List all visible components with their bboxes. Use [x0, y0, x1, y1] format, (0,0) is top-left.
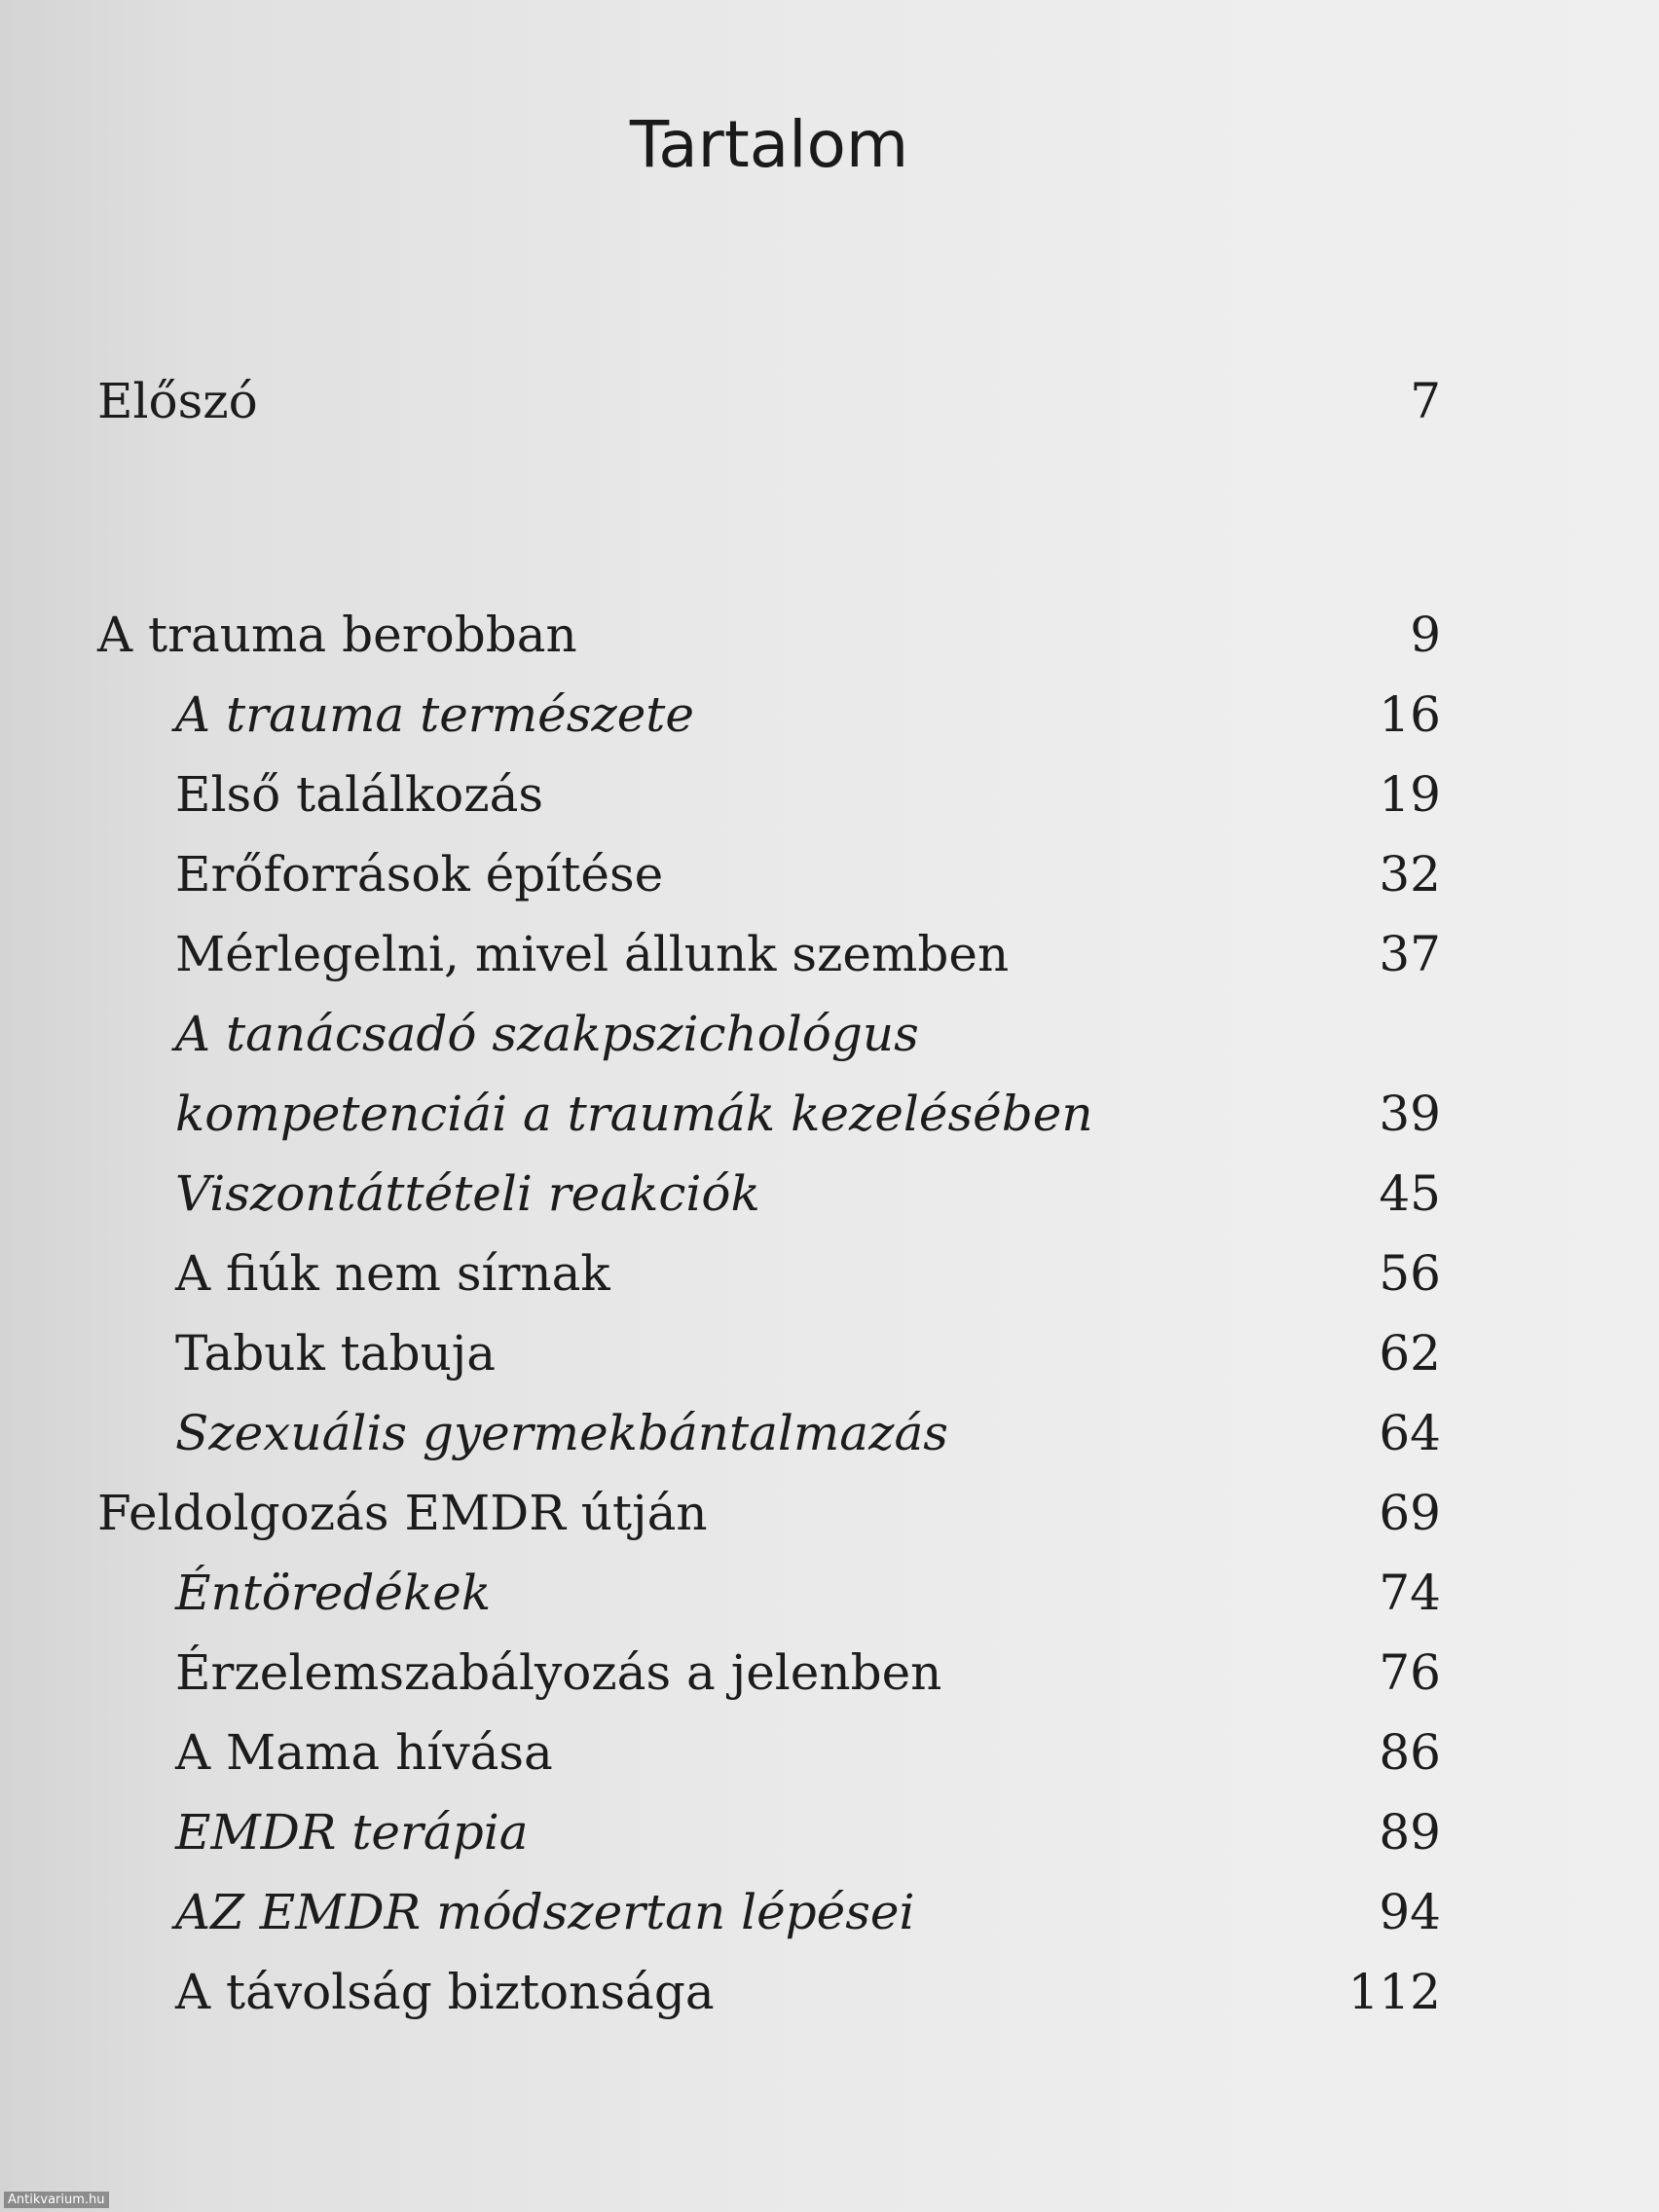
- toc-entry-page-number: 74: [1379, 1565, 1441, 1621]
- toc-entry-page-number: 39: [1379, 1086, 1441, 1142]
- toc-entry-page-number: 37: [1379, 926, 1441, 982]
- toc-entry: [0, 1793, 1441, 1871]
- toc-entry: [0, 1235, 1441, 1312]
- toc-entry-title: Mérlegelni, mivel állunk szemben: [175, 926, 1010, 982]
- toc-entry: [0, 1554, 1441, 1632]
- toc-entry-title: kompetenciái a traumák kezelésében: [175, 1086, 1093, 1142]
- toc-entry-title: A fiúk nem sírnak: [175, 1245, 610, 1302]
- toc-entry-title: Feldolgozás EMDR útján: [97, 1485, 708, 1541]
- toc-entry-page-number: 7: [1410, 373, 1441, 429]
- toc-entry: [0, 596, 1441, 674]
- toc-entry-page-number: 89: [1379, 1804, 1441, 1861]
- toc-entry-page-number: 19: [1379, 766, 1441, 823]
- toc-entry: [0, 362, 1441, 440]
- toc-entry: [0, 835, 1441, 913]
- toc-entry-page-number: 32: [1379, 846, 1441, 903]
- toc-entry: [0, 676, 1441, 754]
- toc-entry-page-number: 45: [1379, 1165, 1441, 1222]
- toc-entry-title: A Mama hívása: [175, 1724, 553, 1781]
- toc-entry-page-number: 76: [1379, 1644, 1441, 1701]
- toc-entry: [0, 756, 1441, 833]
- toc-entry-title: Szexuális gyermekbántalmazás: [175, 1405, 948, 1461]
- toc-entry-title: Éntöredékek: [175, 1565, 492, 1621]
- page-title: Tartalom: [629, 107, 909, 182]
- toc-entry-page-number: 94: [1379, 1884, 1441, 1940]
- toc-entry: [0, 1634, 1441, 1712]
- toc-entry-title: Első találkozás: [175, 766, 544, 823]
- toc-entry: [0, 1394, 1441, 1472]
- toc-entry-page-number: 9: [1410, 607, 1441, 663]
- toc-entry-title: A távolság biztonsága: [175, 1964, 715, 2020]
- toc-entry-page-number: 64: [1379, 1405, 1441, 1461]
- watermark: Antikvarium.hu: [4, 2192, 109, 2208]
- toc-entry: [0, 1953, 1441, 2031]
- toc-entry: [0, 1075, 1441, 1153]
- toc-entry: [0, 1474, 1441, 1552]
- toc-entry-page-number: 86: [1379, 1724, 1441, 1781]
- toc-entry-title: Tabuk tabuja: [175, 1325, 497, 1382]
- toc-entry-title: Előszó: [97, 373, 258, 429]
- toc-entry-title: Erőforrások építése: [175, 846, 664, 903]
- toc-entry-title: AZ EMDR módszertan lépései: [175, 1884, 915, 1940]
- toc-entry-title: EMDR terápia: [175, 1804, 529, 1861]
- toc-entry-page-number: 69: [1379, 1485, 1441, 1541]
- toc-entry: [0, 995, 1441, 1073]
- toc-entry-page-number: 56: [1379, 1245, 1441, 1302]
- toc-entry-title: Viszontáttételi reakciók: [175, 1165, 760, 1222]
- toc-entry: [0, 1155, 1441, 1233]
- toc-entry-page-number: 112: [1347, 1964, 1441, 2020]
- toc-entry: [0, 915, 1441, 993]
- toc-entry: [0, 1314, 1441, 1392]
- toc-entry-page-number: 16: [1379, 686, 1441, 743]
- toc-entry: [0, 1873, 1441, 1951]
- toc-entry-title: Érzelemszabályozás a jelenben: [175, 1644, 942, 1701]
- toc-entry-title: A tanácsadó szakpszichológus: [175, 1006, 919, 1062]
- toc-entry-page-number: 62: [1379, 1325, 1441, 1382]
- toc-entry: [0, 1714, 1441, 1791]
- toc-entry-title: A trauma berobban: [97, 607, 577, 663]
- toc-entry-title: A trauma természete: [175, 686, 694, 743]
